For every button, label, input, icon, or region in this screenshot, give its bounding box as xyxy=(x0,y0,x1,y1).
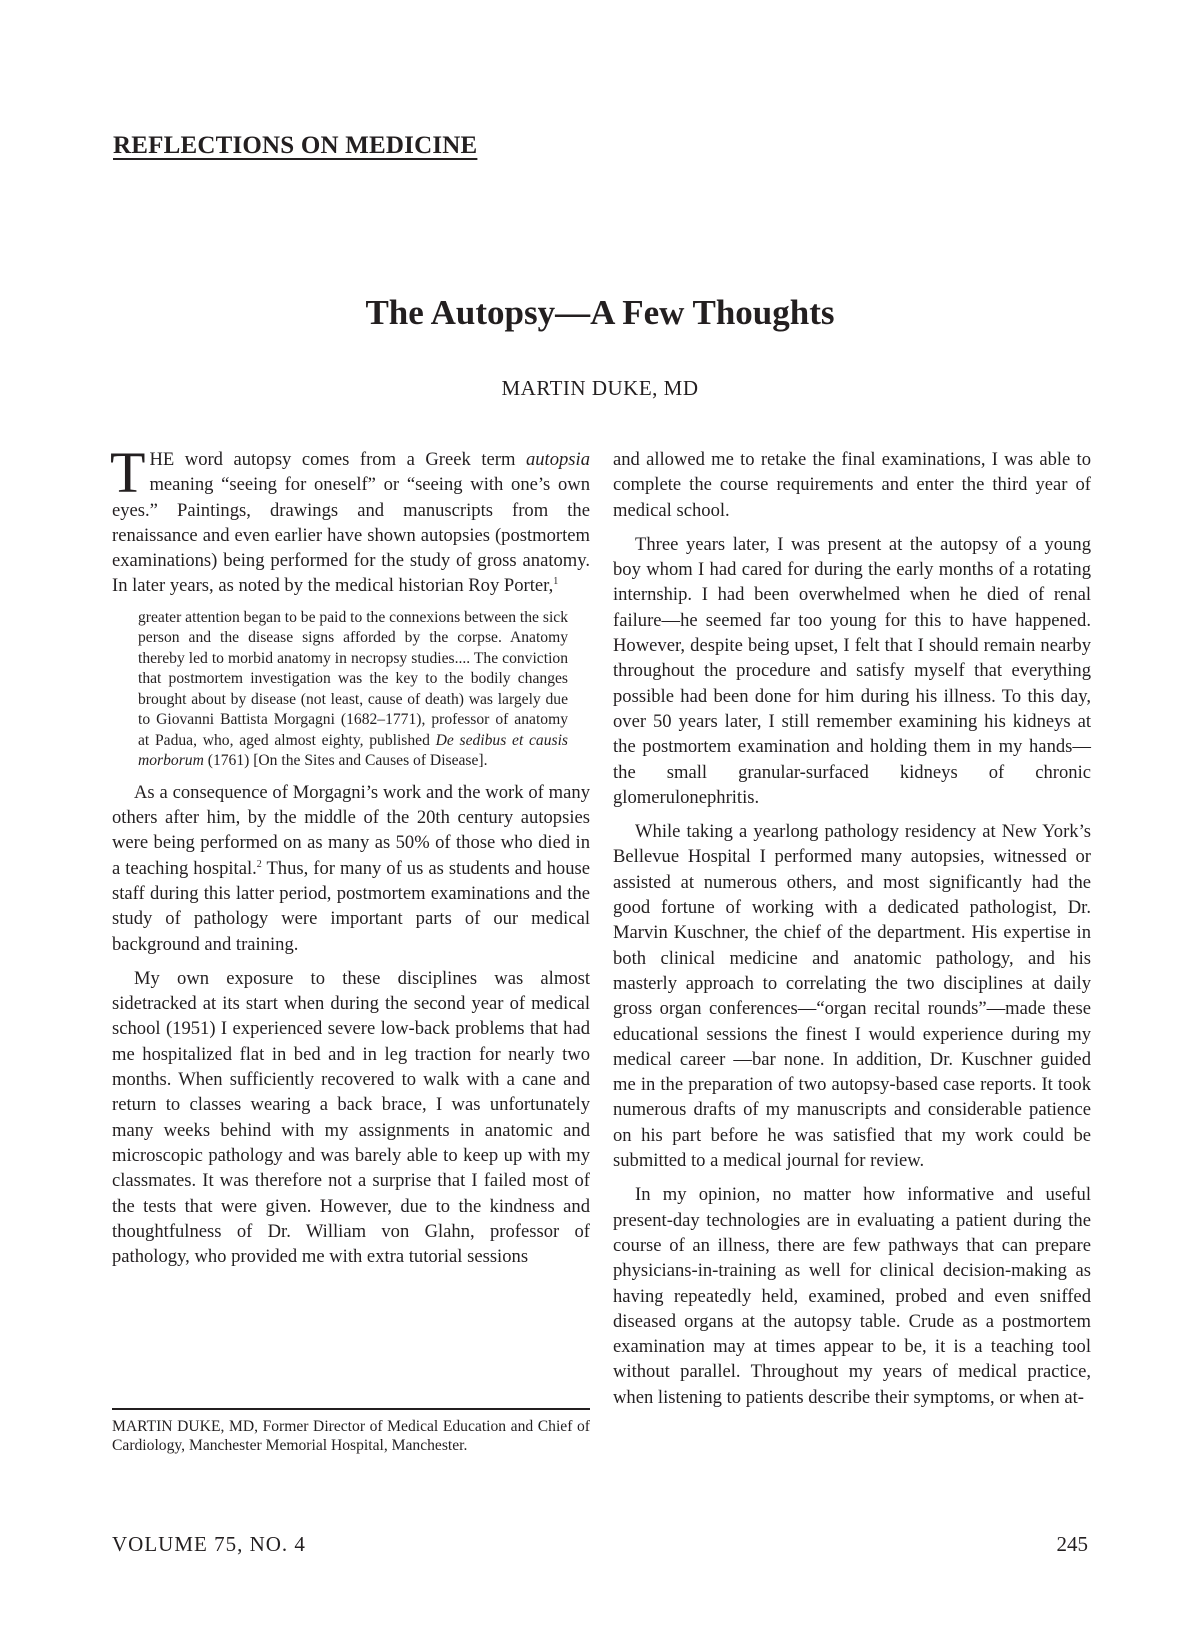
section-label: REFLECTIONS ON MEDICINE xyxy=(113,132,478,159)
paragraph-morgagni xyxy=(112,780,590,957)
paragraph-text: Thus, for many of us as students and house staff during this latter period, postmortem examinations and the study of pathology were important parts of our medical background and training. xyxy=(112,857,590,955)
paragraph-text: word autopsy comes from a Greek term xyxy=(174,449,526,470)
paragraph-opinion: In my opinion, no matter how informative and useful present-day technologies are in evaluating a patient during the course of an illness, there are few pathways that can prepare physicians-in-training as well for clinical decision-making as having repeatedly held, examined, probed and even sniffed diseased organs at the autopsy table. Crude as a postmortem examination may at times appear to be, it is a teaching tool without parallel. Throughout my years of medical practice, when listening to patients describe their symptoms, or when at- xyxy=(613,1184,1091,1408)
page-number: 245 xyxy=(1056,1532,1088,1556)
reference-marker: 1 xyxy=(553,576,559,588)
emphasis-term: autopsia xyxy=(525,449,590,470)
paragraph-text: meaning “seeing for oneself” or “seeing with one’s own eyes.” Paintings, drawings and manuscripts from the renaissance and even earlier have shown autopsies (postmortem examinations) being performed for the study of gross anatomy. In later years, as noted by the medical historian Roy Porter, xyxy=(112,474,590,597)
paragraph-text: As a consequence of Morgagni’s work and the work of many others after him, by the middle of the 20th century autopsies were being performed on as many as 50% of those who died in a teaching hospital. xyxy=(112,781,590,879)
paragraph-intro xyxy=(110,440,590,599)
left-column xyxy=(110,440,590,1278)
paragraph-exposure: My own exposure to these disciplines was almost sidetracked at its start when during the second year of medical school (1951) I experienced severe low-back problems that had me hospitalized flat in bed and in leg traction for nearly two months. When sufficiently recovered to walk with a cane and return to classes wearing a back brace, I was unfortunately many weeks behind with my assignments in anatomic and microscopic pathology and was barely able to keep up with my classmates. It was therefore not a surprise that I failed most of the tests that were given. However, due to the kindness and thoughtfulness of Dr. William von Glahn, professor of pathology, who provided me with extra tutorial sessions xyxy=(112,967,590,1268)
author-footnote: MARTIN DUKE, MD, Former Director of Medical Education and Chief of Cardiology, Manchester Memorial Hospital, Manchester. xyxy=(112,1418,590,1454)
quote-book-title: De sedibus et causis morborum xyxy=(138,731,568,770)
journal-volume: VOLUME 75, NO. 4 xyxy=(112,1532,306,1556)
article-title: The Autopsy—A Few Thoughts xyxy=(365,293,835,332)
block-quote xyxy=(138,608,568,772)
quote-text: (1761) [On the Sites and Causes of Disease]. xyxy=(203,752,488,770)
footnote-divider xyxy=(112,1408,590,1410)
reference-marker: 2 xyxy=(256,858,262,870)
paragraph-continued: and allowed me to retake the final examinations, I was able to complete the course requirements and enter the third year of medical school. xyxy=(613,449,1091,521)
lead-caps: HE xyxy=(149,449,175,470)
drop-cap: T xyxy=(110,440,146,505)
quote-text: greater attention began to be paid to the connexions between the sick person and the disease signs afforded by the corpse. Anatomy thereby led to morbid anatomy in necropsy studies.... The conviction that postmortem investigation was the key to the bodily changes brought about by disease (not least, cause of death) was largely due to Giovanni Battista Morgagni (1682–1771), professor of anatomy at Padua, who, aged almost eighty, published xyxy=(138,608,568,749)
paragraph-residency: While taking a yearlong pathology residency at New York’s Bellevue Hospital I performed many autopsies, witnessed or assisted at numerous others, and most significantly had the good fortune of working with a dedicated pathologist, Dr. Marvin Kuschner, the chief of the department. His expertise in both clinical medicine and anatomic pathology, and his masterly approach to correlating the two disciplines at daily gross organ conferences—“organ recital rounds”—made these educational sessions the finest I would experience during my medical career —bar none. In addition, Dr. Kuschner guided me in the preparation of two autopsy-based case reports. It took numerous drafts of my manuscripts and considerable patience on his part before he was satisfied that my work could be submitted to a medical journal for review. xyxy=(613,821,1091,1172)
article-author: MARTIN DUKE, MD xyxy=(501,376,699,400)
paragraph-internship: Three years later, I was present at the autopsy of a young boy whom I had cared for during the early months of a rotating internship. I had been overwhelmed when he died of renal failure—he seemed far too young for this to have happened. However, despite being upset, I felt that I should remain nearby throughout the procedure and satisfy myself that everything possible had been done for him during his illness. To this day, over 50 years later, I still remember examining his kidneys at the postmortem examination and holding them in my hands—the small granular-surfaced kidneys of chronic glomerulonephritis. xyxy=(613,533,1091,808)
right-column xyxy=(613,447,1091,1419)
